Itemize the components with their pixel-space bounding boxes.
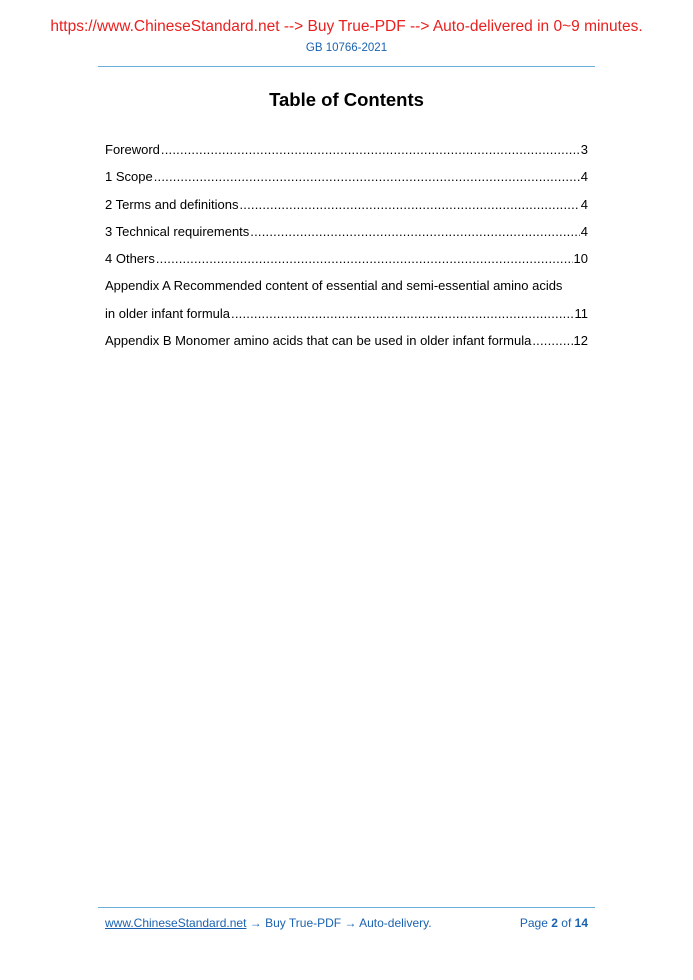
promo-banner[interactable]: https://www.ChineseStandard.net --> Buy True-PDF --> Auto-delivered in 0~9 minutes.: [50, 18, 643, 35]
of-word: of: [561, 916, 572, 930]
toc-entry-foreword[interactable]: [105, 140, 588, 167]
header-divider: [98, 66, 595, 67]
page-footer: [105, 916, 588, 930]
toc-leader-dots: [231, 304, 573, 324]
toc-entry-label: 1 Scope: [105, 169, 153, 185]
toc-entry-page: 12: [573, 333, 588, 349]
toc-entry-page: 11: [574, 305, 588, 321]
toc-entry-page: 4: [580, 169, 588, 185]
current-page-number: 2: [551, 916, 558, 930]
table-of-contents: [105, 140, 588, 358]
toc-entry-appendix-b[interactable]: [105, 331, 588, 358]
toc-entry-page: 10: [573, 251, 588, 267]
toc-entry-label: in older infant formula: [105, 305, 231, 321]
total-page-count: 14: [574, 916, 588, 930]
toc-entry-others[interactable]: [105, 249, 588, 276]
footer-promo: [105, 916, 432, 930]
toc-entry-page: 3: [580, 142, 588, 157]
toc-entry-label: 4 Others: [105, 251, 155, 267]
toc-entry-appendix-a-continued[interactable]: [105, 304, 588, 331]
footer-link[interactable]: www.ChineseStandard.net: [105, 916, 247, 930]
toc-leader-dots: [161, 140, 580, 160]
toc-entry-page: 4: [580, 223, 588, 239]
standard-code: GB 10766-2021: [305, 42, 388, 54]
toc-entry-label: 3 Technical requirements: [105, 223, 250, 239]
toc-leader-dots: [239, 195, 579, 215]
toc-leader-dots: [156, 249, 573, 269]
toc-entry-scope[interactable]: [105, 167, 588, 194]
page-word: Page: [519, 916, 548, 930]
toc-entry-page: 4: [580, 196, 588, 212]
toc-entry-appendix-a[interactable]: [105, 276, 588, 303]
toc-entry-terms[interactable]: [105, 195, 588, 222]
toc-entry-label: 2 Terms and definitions: [105, 196, 239, 212]
toc-entry-label: Appendix A Recommended content of essential and semi-essential amino acids: [105, 278, 563, 294]
toc-entry-technical-requirements[interactable]: [105, 222, 588, 249]
toc-entry-label: Foreword: [105, 142, 160, 157]
toc-leader-dots: [154, 167, 580, 187]
toc-entry-label: Appendix B Monomer amino acids that can be used in older infant formula: [105, 333, 532, 349]
footer-divider: [98, 907, 595, 908]
footer-tagline: → Buy True-PDF → Auto-delivery.: [246, 916, 432, 930]
page-title: Table of Contents: [269, 89, 424, 110]
toc-leader-dots: [532, 331, 572, 351]
page-indicator: [520, 916, 588, 930]
toc-leader-dots: [250, 222, 579, 242]
